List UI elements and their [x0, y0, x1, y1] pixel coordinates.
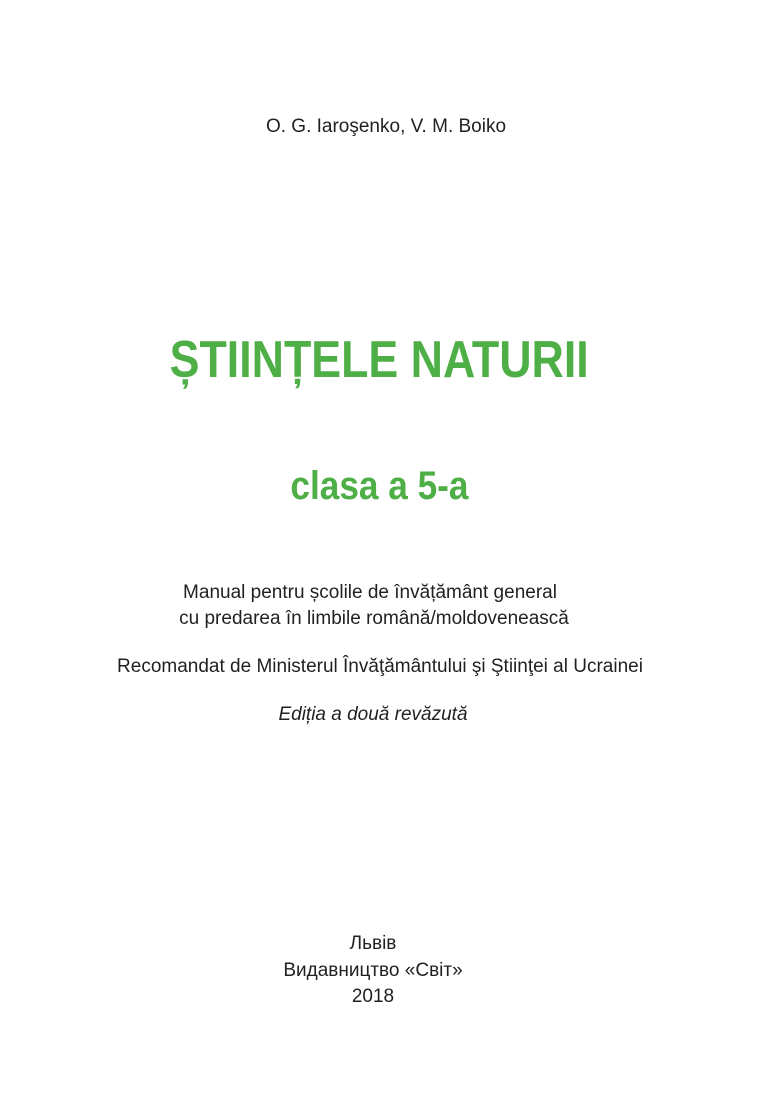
manual-description-line-2: cu predarea în limbile română/moldovenească	[179, 608, 569, 629]
edition-note: Ediția a două revăzută	[278, 704, 468, 725]
ministry-recommendation: Recomandat de Ministerul Învăţământului şi Ştiinţei al Ucrainei	[117, 656, 643, 677]
publication-year: 2018	[351, 986, 395, 1007]
grade-subtitle: clasa a 5-a	[290, 464, 469, 508]
book-title: ȘTIINȚELE NATURII	[169, 331, 589, 389]
authors: O. G. Iaroşenko, V. M. Boiko	[265, 116, 507, 137]
manual-description-line-1: Manual pentru școlile de învățământ general	[183, 582, 557, 603]
publisher-name: Видавництво «Світ»	[283, 960, 463, 981]
publisher-city: Львів	[349, 933, 397, 954]
